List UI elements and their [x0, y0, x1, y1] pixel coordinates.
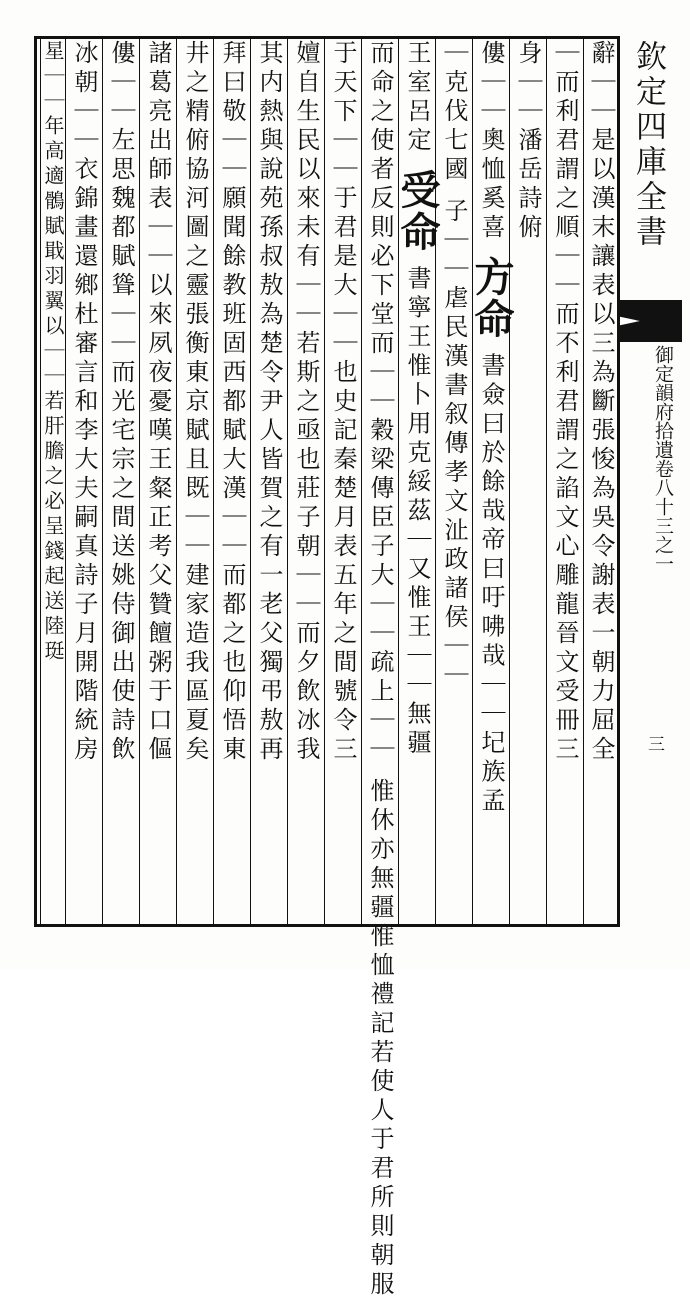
page-number: 三 [644, 735, 664, 752]
text-column [251, 40, 287, 920]
text-column [140, 40, 176, 920]
headword: 受命 [394, 168, 441, 253]
column-text: 井之精俯協河圖之靈張衡東京賦且既｜｜建家造我區夏矣 [181, 40, 209, 765]
frame-left-rule [34, 36, 37, 927]
column-text: 拜曰敬｜｜願聞餘教班固西都賦大漢｜｜而都之也仰悟東 [218, 40, 246, 765]
column-text: 于天下｜｜于君是大｜｜也史記秦楚月表五年之間號令三 [329, 40, 357, 765]
column-text: ｜克伐七國 [440, 40, 468, 185]
text-column [214, 40, 250, 920]
column-text: 星｜｜年高適鶻賦戢羽翼以｜｜若肝膽之必呈錢起送陸珽 [41, 40, 65, 665]
frame-top-rule [34, 36, 620, 39]
column-text: 冰朝｜｜衣錦畫還鄉杜審言和李大夫嗣真詩子月開階統房 [70, 40, 98, 765]
text-column [66, 40, 102, 920]
text-column [583, 40, 619, 920]
text-column [177, 40, 213, 920]
text-column [394, 40, 441, 920]
column-text: 身｜｜潘岳詩俯 [514, 40, 542, 243]
column-text: 而命之使者反則必下堂而｜｜穀梁傳臣子大｜｜疏上｜｜ [366, 40, 394, 765]
book-title: 欽定四庫全書 [630, 40, 666, 250]
column-text: 諸葛亮出師表｜｜以來夙夜憂嘆王粲正考父贊饘粥于口傴 [144, 40, 172, 765]
text-column [103, 40, 139, 920]
column-text: 王室呂定 [403, 40, 431, 156]
column-text: 其内熱與說苑孫叔敖為楚令尹人皆賀之有一老父獨弔敖再 [255, 40, 283, 765]
text-column [436, 40, 472, 920]
volume-subtitle: 御定韻府拾遺卷八十三之一 [652, 345, 674, 573]
text-column [362, 40, 398, 1300]
text-column [40, 40, 66, 920]
text-column [547, 40, 583, 920]
column-text: 書僉曰於餘哉帝曰吁咈哉｜｜圮族孟 [477, 352, 505, 817]
text-column [288, 40, 324, 920]
column-text: 書寧王惟卜用克綏茲｜又惟王｜｜無疆 [403, 265, 431, 759]
column-text: ｜而利君謂之順｜｜而不利君謂之諂文心雕龍晉文受冊三 [551, 40, 579, 765]
column-text: 子｜｜虐民漢書叙傳孝文沚政諸侯｜｜ [440, 197, 468, 691]
column-text: 辭｜｜是以漢末讓表以三為斷張悛為吳令謝表一朝力屈全 [587, 40, 615, 765]
headword: 方命 [468, 255, 515, 340]
fishtail-mark-icon [620, 300, 682, 342]
text-column [510, 40, 546, 920]
text-column [325, 40, 361, 920]
column-text: 僂｜｜左思魏都賦聳｜｜而光宅宗之間送姚侍御出使詩飲 [107, 40, 135, 765]
column-text: 嬗自生民以來未有｜｜若斯之亟也莊子朝｜｜而夕飲冰我 [292, 40, 320, 765]
column-text: 僂｜｜奧恤奚喜 [477, 40, 505, 243]
frame-bottom-rule [34, 924, 620, 927]
text-column [468, 40, 515, 920]
column-text: 惟休亦無疆惟恤禮記若使人于君所則朝服 [366, 777, 394, 1300]
